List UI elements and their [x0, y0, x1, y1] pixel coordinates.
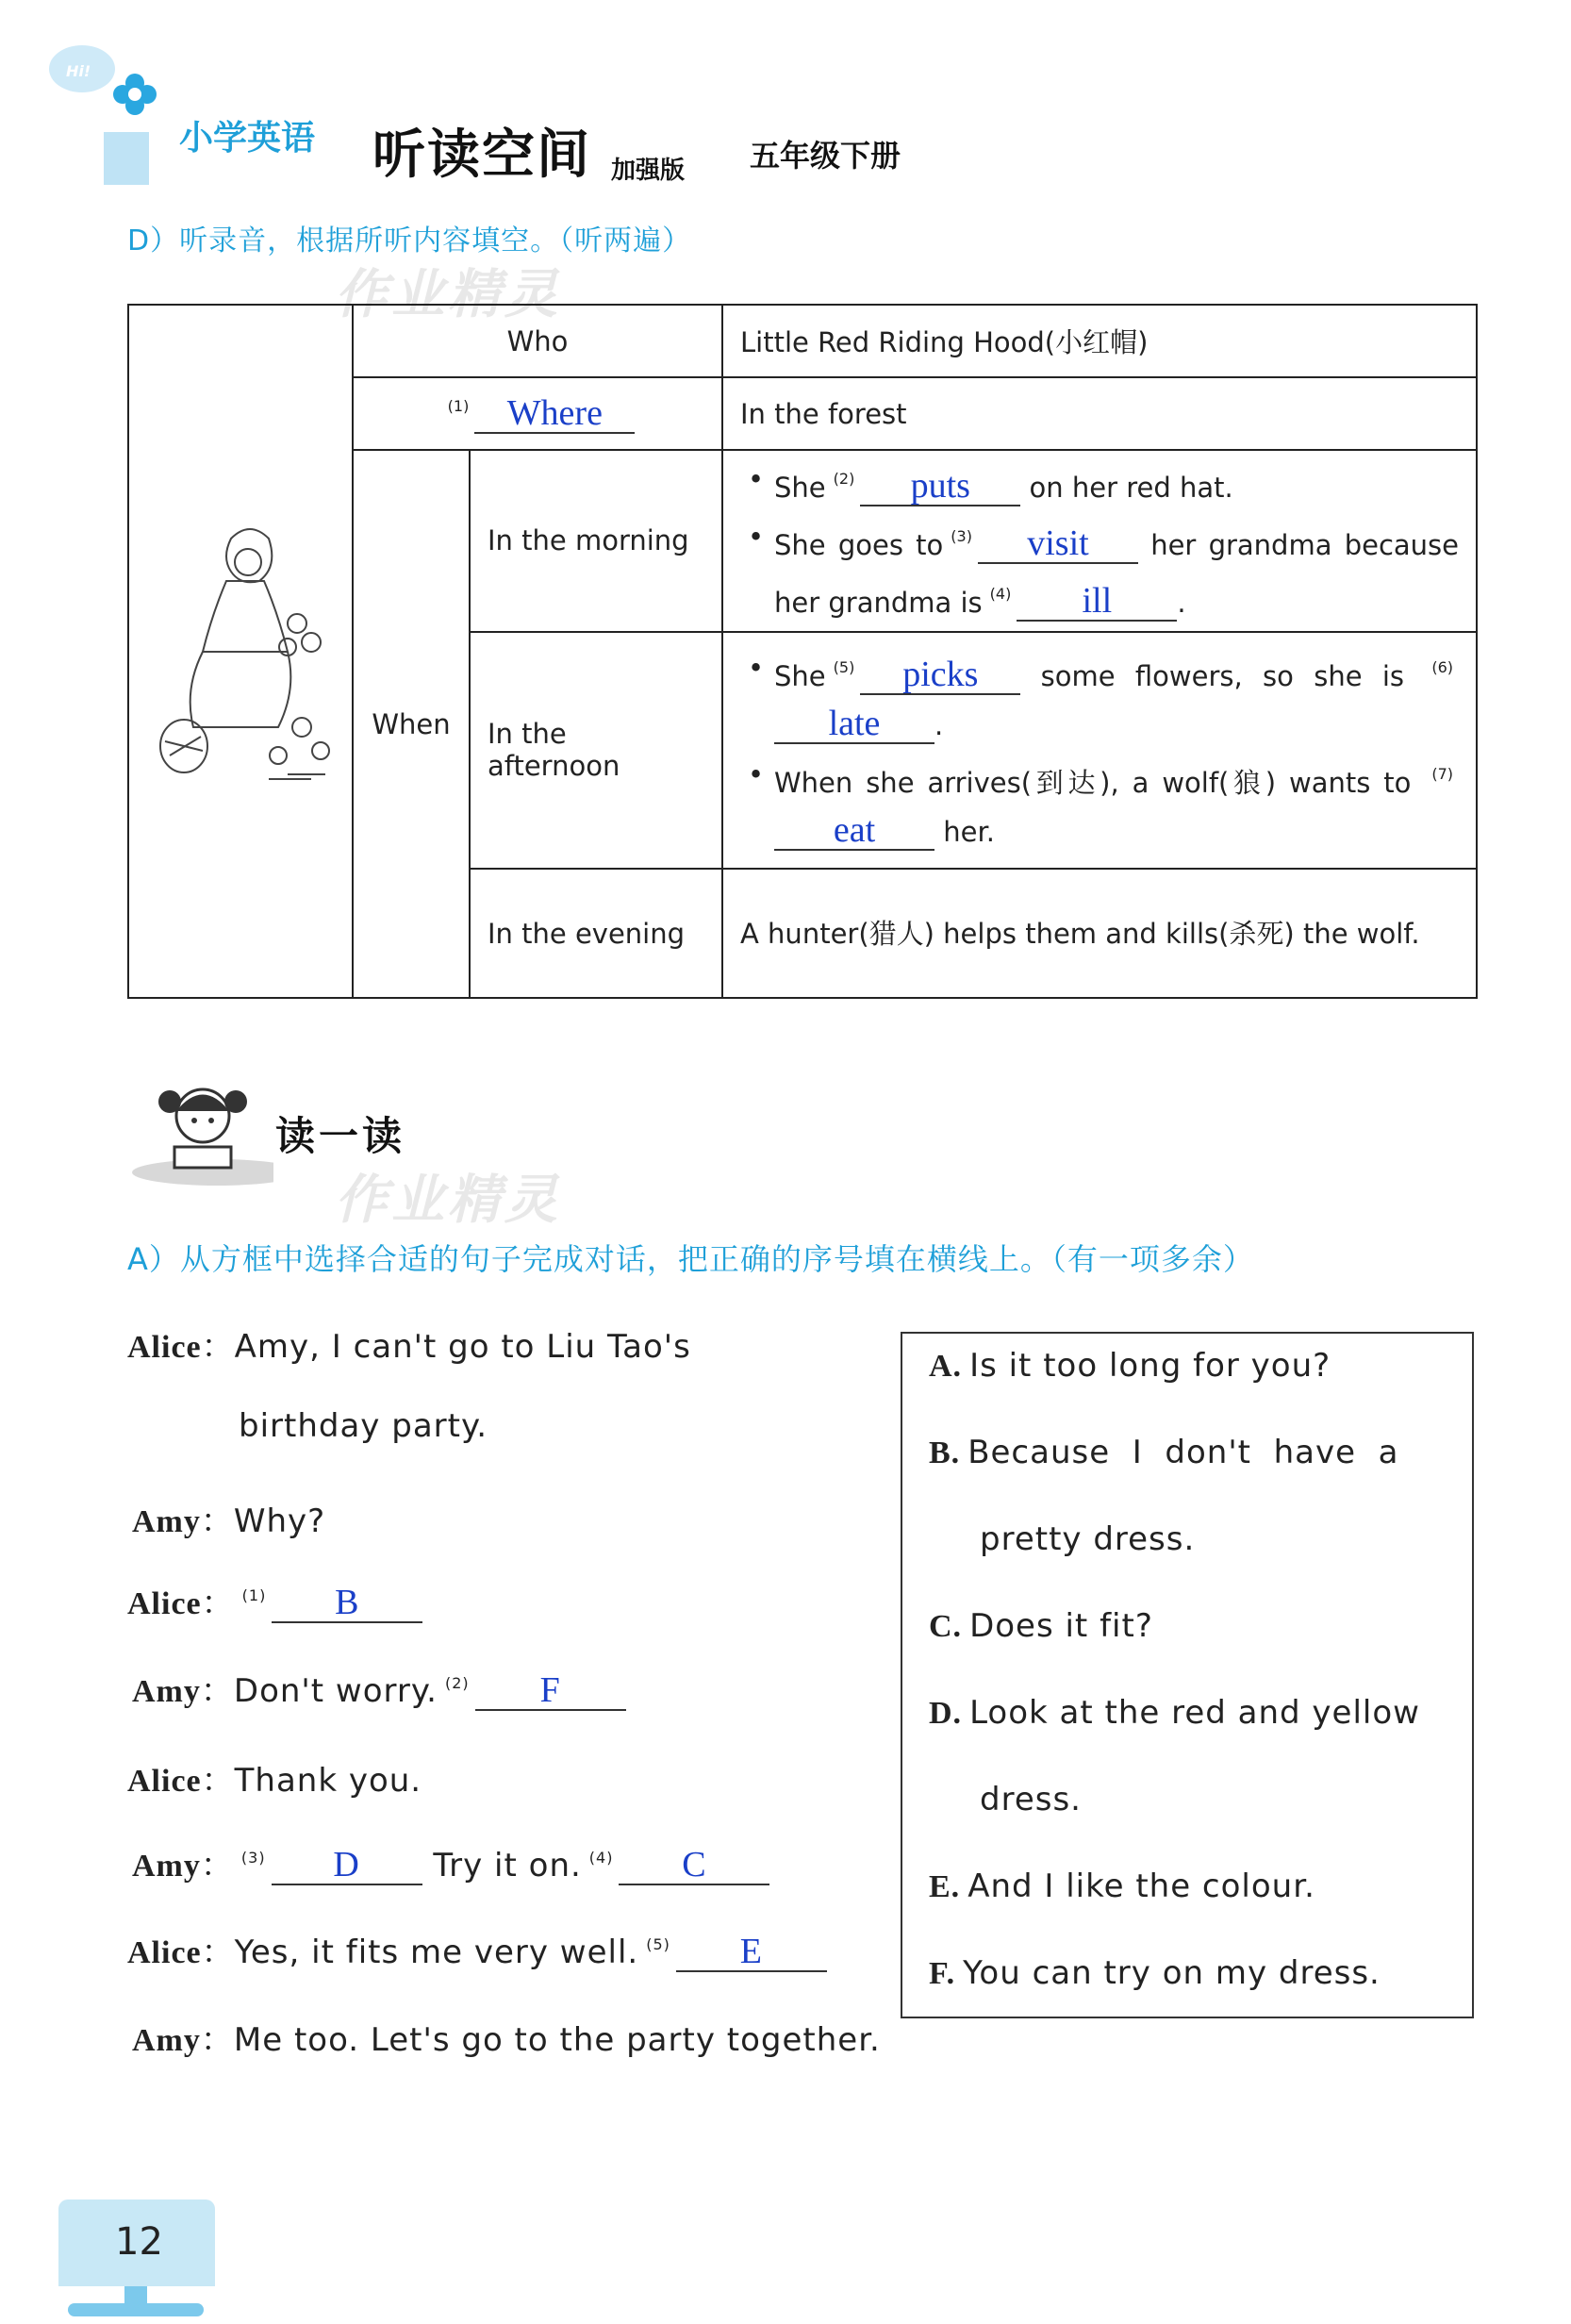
answer-blank[interactable]: picks	[860, 656, 1020, 695]
read-section-title: 读一读	[275, 1113, 406, 1159]
evening-label: In the evening	[470, 869, 722, 998]
who-value: Little Red Riding Hood(小红帽)	[722, 305, 1477, 377]
answer-blank[interactable]: puts	[860, 467, 1020, 506]
section-d-instruction: D）听录音，根据所听内容填空。（听两遍）	[127, 224, 692, 257]
answer-blank[interactable]: C	[619, 1846, 769, 1885]
dialogue-line-continued: birthday party.	[239, 1407, 488, 1445]
dialogue-line: Alice：Amy, I can't go to Liu Tao's	[127, 1328, 691, 1366]
page-number-base	[68, 2303, 204, 2316]
list-item: • When she arrives(到达), a wolf(狼) wants to $^{(7)}$eat her.	[740, 750, 1459, 856]
dialogue-line: Amy：Don't worry. $^{(2)}$ F	[132, 1665, 626, 1711]
answer-blank[interactable]: D	[272, 1846, 422, 1885]
flower-icon	[111, 72, 158, 119]
red-riding-hood-illustration	[146, 510, 335, 793]
afternoon-details	[722, 632, 1477, 869]
header-subject: 小学英语	[179, 119, 316, 158]
page-number: 12	[115, 2220, 163, 2264]
dialogue-line: Alice： $^{(1)}$ B	[127, 1577, 422, 1623]
answer-blank[interactable]: F	[475, 1671, 626, 1711]
list-item: • She goes to $^{(3)}$ visit her grandma because her grandma is $^{(4)}$ ill .	[740, 512, 1459, 627]
evening-text: A hunter(猎人) helps them and kills(杀死) the wolf.	[722, 869, 1477, 998]
watermark: 作业精灵	[335, 1170, 561, 1231]
option-b-continued: pretty dress.	[980, 1520, 1196, 1558]
options-box	[901, 1332, 1474, 2018]
dialogue-line: Amy： $^{(3)}$ D Try it on. $^{(4)}$ C	[132, 1839, 769, 1885]
who-label: Who	[353, 305, 722, 377]
watermark: 作业精灵	[335, 264, 561, 325]
option-c: C. Does it fit?	[929, 1607, 1153, 1645]
answer-blank[interactable]: Where	[474, 394, 635, 434]
flowerpot-icon	[104, 132, 149, 185]
illustration-cell	[128, 305, 353, 998]
logo-hi-text: Hi!	[66, 62, 91, 80]
reading-girl-icon	[132, 1073, 273, 1187]
afternoon-label: In the afternoon	[470, 632, 722, 869]
option-b: B. Because I don't have a	[929, 1434, 1399, 1471]
list-item: • She $^{(5)}$ picks some flowers, so she is $^{(6)}$late .	[740, 643, 1459, 750]
dialogue-line: Amy：Me too. Let's go to the party together.	[132, 2021, 881, 2059]
answer-blank[interactable]: eat	[774, 811, 934, 851]
option-f: F. You can try on my dress.	[929, 1954, 1381, 1992]
answer-blank[interactable]: ill	[1017, 582, 1177, 622]
answer-blank[interactable]: visit	[978, 524, 1138, 564]
morning-details	[722, 450, 1477, 632]
dialogue-line: Alice：Yes, it fits me very well. $^{(5)}$ E	[127, 1926, 827, 1972]
header-edition: 加强版	[611, 157, 686, 185]
answer-blank[interactable]: late	[774, 705, 934, 744]
dialogue-line: Amy：Why?	[132, 1502, 326, 1540]
header-title: 听读空间	[372, 124, 591, 186]
option-a: A. Is it too long for you?	[929, 1347, 1331, 1385]
blank-number: (1)	[447, 396, 470, 415]
option-e: E. And I like the colour.	[929, 1868, 1315, 1905]
morning-label: In the morning	[470, 450, 722, 632]
where-cell	[353, 377, 722, 450]
answer-blank[interactable]: B	[272, 1584, 422, 1623]
header-grade: 五年级下册	[750, 138, 901, 174]
dialogue-line: Alice：Thank you.	[127, 1762, 422, 1800]
where-value: In the forest	[722, 377, 1477, 450]
list-item: • She $^{(2)}$ puts on her red hat.	[740, 455, 1459, 512]
option-d-continued: dress.	[980, 1781, 1082, 1818]
option-d: D. Look at the red and yellow	[929, 1694, 1420, 1732]
section-a-instruction: A）从方框中选择合适的句子完成对话，把正确的序号填在横线上。（有一项多余）	[127, 1241, 1254, 1277]
when-label: When	[353, 450, 470, 998]
answer-blank[interactable]: E	[676, 1933, 827, 1972]
story-table	[127, 304, 1478, 999]
